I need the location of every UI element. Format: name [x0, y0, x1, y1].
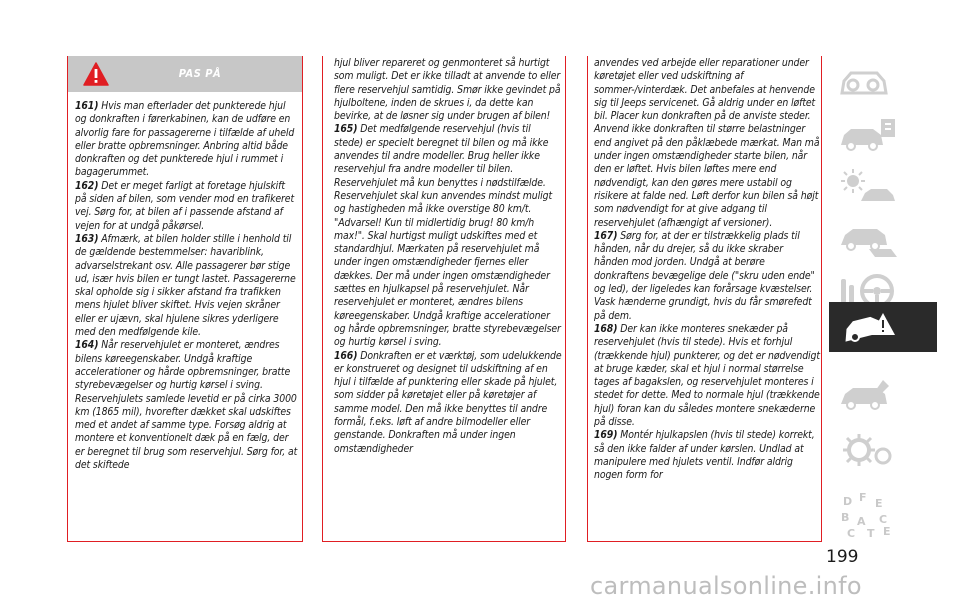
warning-body-text: Donkraften er et værktøj, som udelukkende er konstrueret og designet til udskiftning af en hjul i tilfælde af punktering eller skade på hjulet, som sidder på køretøjet eller på køretøjer af samme model. Den må ikke benyttes til andre formål, f.eks. løft af andre bilmodeller eller genstande. Donkraften må under ingen omstændigheder	[334, 349, 562, 455]
tab-vehicle-info[interactable]	[829, 109, 937, 159]
warning-text-col3	[594, 57, 820, 483]
warning-number: 164)	[75, 339, 99, 352]
warning-paragraph	[334, 123, 562, 349]
warning-number: 163)	[75, 232, 99, 245]
page-number: 199	[826, 547, 859, 567]
svg-text:T: T	[867, 527, 875, 539]
svg-text:E: E	[875, 497, 883, 510]
car-lights-icon	[839, 167, 899, 207]
emergency-car-icon	[839, 307, 899, 347]
warning-number: 169)	[594, 429, 618, 442]
car-dashboard-icon	[839, 63, 889, 101]
svg-text:C: C	[847, 527, 856, 539]
warning-paragraph	[75, 180, 299, 233]
warning-paragraph	[334, 350, 562, 456]
warning-title: PAS PÅ	[178, 67, 222, 80]
warning-body-text: Afmærk, at bilen holder stille i henhold til de gældende bestemmelser: havariblink, advarselstrekant osv. Alle passagerer bør stige ud, især hvis bilen er tungt lastet. Passagererne skal opholde sig i sikker afstand fra trafikken mens hjulet bliver skiftet. Hvis vejen skråner eller er ujævn, skal hjulene sikres yderligere med den medfølgende kile.	[75, 232, 296, 339]
car-safety-icon	[839, 219, 899, 259]
svg-text:F: F	[859, 491, 867, 504]
warning-number: 162)	[75, 179, 99, 192]
warning-body-text: hjul bliver repareret og genmonteret så hurtigt som muligt. Det er ikke tilladt at anvende to eller flere reservehjul samtidig. Smør ikke gevindet på hjulboltene, inden de skrues i, da dette kan bevirke, at de løsner sig under brugen af bilen!	[334, 57, 561, 123]
warning-paragraph	[594, 57, 820, 230]
warning-column-2	[322, 56, 566, 542]
car-service-icon	[839, 376, 899, 416]
alphabetical-index-icon	[839, 491, 899, 539]
warning-body-text: Der kan ikke monteres snekæder på reservehjulet (hvis til stede). Hvis et forhjul (trækkende hjul) punkterer, og det er nødvendigt at bruge kæder, skal et hjul i normal størrelse tages af bagakslen, og reservehjulet monteres i stedet for dette. Med to normale hjul (trækkende hjul) foran kan du således montere snekæderne på disse.	[594, 322, 820, 429]
warning-number: 161)	[75, 100, 99, 112]
warning-paragraph	[75, 100, 299, 180]
warning-number: 168)	[594, 322, 618, 335]
tab-safety[interactable]	[829, 213, 937, 263]
warning-body-text: Montér hjulkapslen (hvis til stede) korrekt, så den ikke falder af under kørslen. Undlad at manipulere med hjulets ventil. Indfør aldrig nogen form for	[594, 429, 815, 482]
tab-dashboard[interactable]	[829, 57, 937, 107]
svg-text:E: E	[883, 525, 891, 538]
warning-paragraph	[75, 233, 299, 339]
svg-text:D: D	[843, 495, 853, 508]
watermark-text: carmanualsonline.info	[590, 572, 862, 600]
warning-paragraph	[594, 230, 820, 323]
tab-lights[interactable]	[829, 161, 937, 211]
tab-emergency[interactable]	[829, 302, 937, 352]
warning-body-text: Hvis man efterlader det punkterede hjul og donkraften i førerkabinen, kan de udføre en alvorlig fare for passagererne i tilfælde af uheld eller bratte opbremsninger. Anbring altid både donkraften og det punkterede hjul i rummet i bagagerummet.	[75, 100, 295, 179]
svg-text:B: B	[841, 511, 850, 524]
warning-column-3	[587, 56, 822, 542]
warning-header	[68, 56, 302, 92]
tab-servicing[interactable]	[829, 370, 937, 420]
warning-paragraph	[594, 429, 820, 482]
warning-text-col2	[334, 57, 562, 456]
warning-paragraph	[334, 57, 562, 123]
warning-body-text: anvendes ved arbejde eller reparationer under køretøjet eller ved udskiftning af sommer-/vinterdæk. Det anbefales at henvende sig til Jeeps servicenet. Gå aldrig under en løftet bil. Placer kun donkraften på de anviste steder. Anvend ikke donkraften til større belastninger end angivet på den påklæbede mærkat. Man må under ingen omstændigheder starte bilen, når den er løftet. Hvis bilen løftes mere end nødvendigt, kan den gøres mere ustabil og risikere at falde ned. Løft derfor kun bilen så højt som nødvendigt for at give adgang til reservehjulet (afhængigt af versioner).	[594, 57, 820, 229]
warning-column-1	[67, 56, 303, 542]
warning-body-text: Sørg for, at der er tilstrækkelig plads til hånden, når du drejer, så du ikke skraber hånden mod jorden. Undgå at berøre donkraftens bevægelige dele ("skru uden ende" og led), der ligeledes kan forårsage kvæstelser. Vask hænderne grundigt, hvis du får smørefedt på dem.	[594, 229, 815, 322]
tab-technical-data[interactable]	[829, 424, 937, 474]
svg-text:C: C	[879, 513, 888, 526]
warning-body-text: Når reservehjulet er monteret, ændres bilens køreegenskaber. Undgå kraftige accelerationer og hårde opbremsninger, bratte styrebevægelser og hurtig kørsel i sving. Reservehjulets samlede levetid er på cirka 3000 km (1865 mil), hvorefter dækket skal udskiftes med et andet af samme type. Forsøg aldrig at montere et konventionelt dæk på en fælg, der er beregnet til brug som reservehjul. Sørg for, at det skiftede	[75, 339, 298, 472]
warning-paragraph	[594, 323, 820, 429]
warning-number: 167)	[594, 229, 618, 242]
warning-number: 166)	[334, 349, 358, 362]
svg-text:A: A	[857, 515, 866, 528]
tab-index[interactable]	[829, 485, 937, 539]
warning-number: 165)	[334, 123, 358, 136]
warning-body-text: Det medfølgende reservehjul (hvis til stede) er specielt beregnet til bilen og må ikke anvendes til andre modeller. Brug heller ikke reservehjul fra andre modeller til bilen. Reservehjulet må kun benyttes i nødstilfælde. Reservehjulet skal kun anvendes mindst muligt og hastigheden må ikke overstige 80 km/t. "Advarsel! Kun til midlertidig brug! 80 km/h max!". Skal hurtigst muligt udskiftes med et standardhjul. Mærkaten på reservehjulet må under ingen omstændigheder fjernes eller dækkes. Der må under ingen omstændigheder sættes en hjulkapsel på reservehjulet. Når reservehjulet er monteret, ændres bilens køreegenskaber. Undgå kraftige accelerationer og hårde opbremsninger, bratte styrebevægelser og hurtig kørsel i sving.	[334, 123, 561, 349]
car-info-icon	[839, 115, 899, 155]
tech-specs-icon	[839, 430, 899, 470]
warning-paragraph	[75, 339, 299, 472]
warning-body-text: Det er meget farligt at foretage hjulskift på siden af bilen, som vender mod en trafikeret vej. Sørg for, at bilen af i passende afstand af vejen for at undgå påkørsel.	[75, 179, 295, 232]
warning-text-col1	[75, 100, 299, 472]
